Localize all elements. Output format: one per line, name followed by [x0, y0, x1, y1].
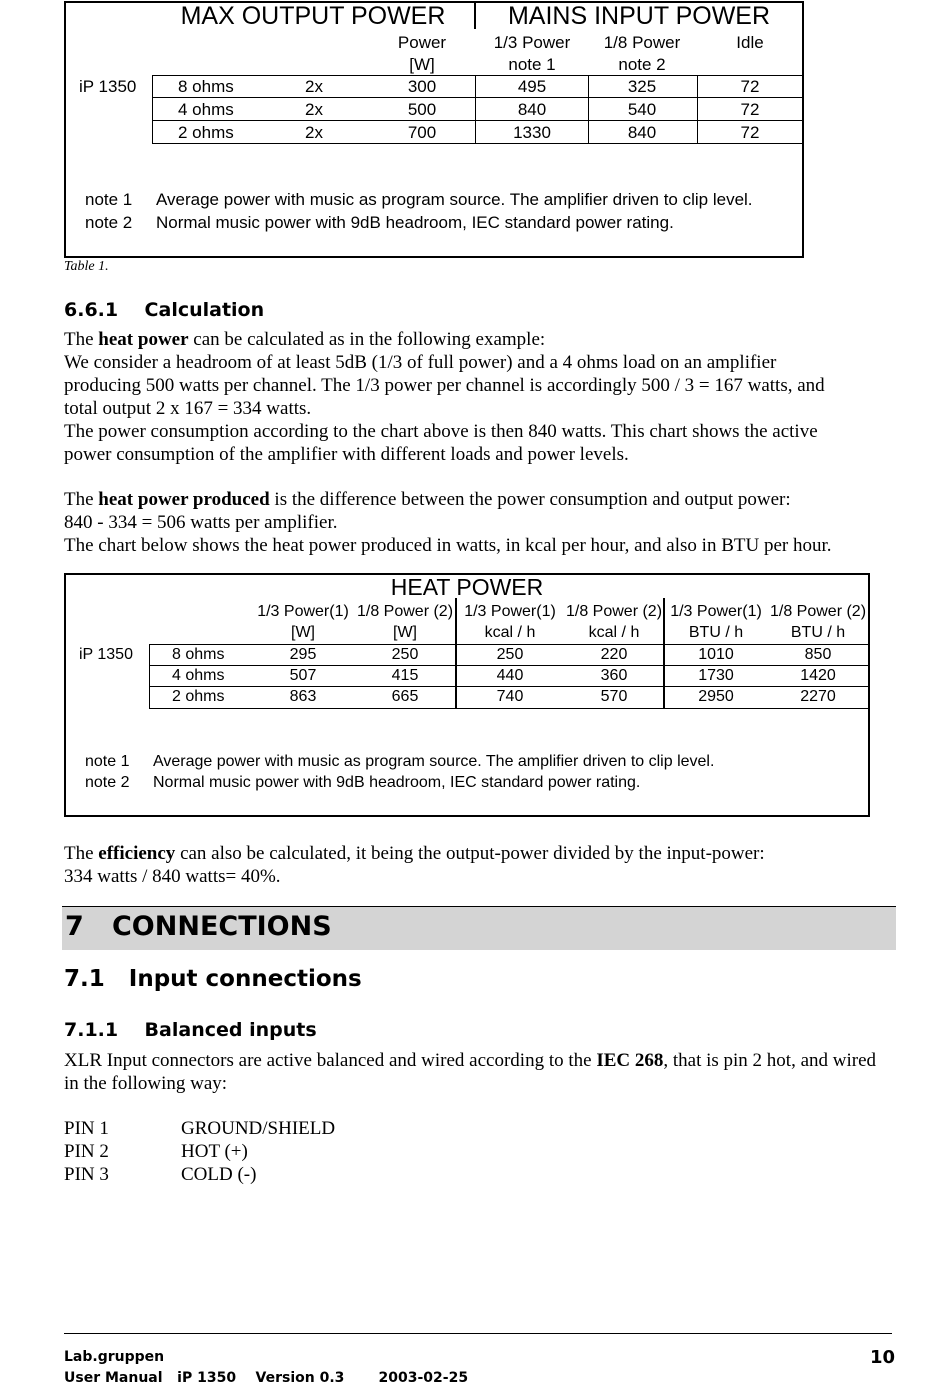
table1-note1-text: Average power with music as program source. The amplifier driven to clip level. [156, 190, 753, 209]
table2-col-header: 1/8 Power (2) [565, 603, 663, 620]
section-heading-connections: 7 CONNECTIONS [65, 911, 332, 942]
pin-label: PIN 1 [64, 1118, 109, 1139]
row-eighth: 840 [627, 123, 657, 142]
table1-col-eighth-note: note 2 [618, 55, 666, 74]
footer-company: Lab.gruppen [64, 1349, 165, 1365]
table2-col-header: 1/3 Power(1) [257, 603, 349, 620]
pin-label: PIN 2 [64, 1141, 109, 1162]
pin-description: GROUND/SHIELD [181, 1118, 336, 1139]
row-eighth: 540 [627, 100, 657, 119]
row-value: 360 [600, 667, 628, 684]
table2-note1-text: Average power with music as program source. The amplifier driven to clip level. [153, 753, 715, 770]
row-value: 570 [600, 688, 628, 705]
section-heading-calculation: 6.6.1 Calculation [64, 299, 265, 321]
paragraph-line: total output 2 x 167 = 334 watts. [64, 398, 312, 419]
row-third: 1330 [513, 123, 551, 142]
row-value: 850 [804, 646, 832, 663]
paragraph-line: 840 - 334 = 506 watts per amplifier. [64, 512, 338, 533]
table1-col-third: 1/3 Power [493, 33, 571, 52]
row-value: 665 [391, 688, 419, 705]
row-third: 495 [517, 77, 547, 96]
table1-header-right: MAINS INPUT POWER [507, 2, 771, 30]
row-idle: 72 [740, 100, 760, 119]
table2-col-unit: BTU / h [688, 624, 744, 641]
row-idle: 72 [740, 123, 760, 142]
table2-col-unit: kcal / h [588, 624, 640, 641]
row-eighth: 325 [627, 77, 657, 96]
footer-manual-info: User Manual iP 1350 Version 0.3 2003-02-25 [64, 1370, 469, 1386]
paragraph: XLR Input connectors are active balanced and wired according to the IEC 268, that is pin 2 hot, and wired [64, 1050, 877, 1071]
row-value: 1730 [698, 667, 734, 684]
row-idle: 72 [740, 77, 760, 96]
table1-caption: Table 1. [64, 259, 109, 274]
table1-col-power-unit: [W] [409, 55, 435, 74]
row-value: 1010 [698, 646, 734, 663]
paragraph-line: power consumption of the amplifier with different loads and power levels. [64, 444, 629, 465]
table1-header-divider [474, 3, 476, 29]
row-value: 2950 [698, 688, 734, 705]
paragraph-line: The chart below shows the heat power produced in watts, in kcal per hour, and also in BTU per hour. [64, 535, 832, 556]
row-load: 4 ohms [178, 100, 234, 119]
row-mult: 2x [305, 123, 323, 142]
pin-description: HOT (+) [181, 1141, 248, 1162]
paragraph: The heat power can be calculated as in the following example: [64, 329, 546, 350]
row-third: 840 [517, 100, 547, 119]
table1-col-power: Power [397, 33, 447, 52]
table2-note2-text: Normal music power with 9dB headroom, IEC standard power rating. [153, 774, 641, 791]
footer-rule [64, 1333, 892, 1334]
row-value: 250 [391, 646, 419, 663]
row-value: 295 [289, 646, 317, 663]
table1-col-idle: Idle [736, 33, 764, 52]
paragraph: The efficiency can also be calculated, it being the output-power divided by the input-power: [64, 843, 765, 864]
row-load: 4 ohms [172, 667, 225, 684]
paragraph-line: 334 watts / 840 watts= 40%. [64, 866, 281, 887]
row-value: 220 [600, 646, 628, 663]
table2-note1-label: note 1 [85, 753, 130, 770]
page-number: 10 [870, 1347, 896, 1368]
subsection-heading-balanced-inputs: 7.1.1 Balanced inputs [64, 1019, 317, 1041]
row-value: 507 [289, 667, 317, 684]
table2-col-unit: BTU / h [790, 624, 846, 641]
paragraph-line: The power consumption according to the chart above is then 840 watts. This chart shows the active [64, 421, 818, 442]
row-load: 2 ohms [172, 688, 225, 705]
row-load: 8 ohms [178, 77, 234, 96]
row-power: 500 [407, 100, 437, 119]
row-value: 440 [496, 667, 524, 684]
row-value: 1420 [800, 667, 836, 684]
row-value: 415 [391, 667, 419, 684]
table2-col-header: 1/3 Power(1) [464, 603, 556, 620]
row-value: 863 [289, 688, 317, 705]
table1-col-third-note: note 1 [508, 55, 556, 74]
table2-model: iP 1350 [79, 646, 133, 663]
table2-col-header: 1/3 Power(1) [670, 603, 762, 620]
table2-title: HEAT POWER [390, 574, 544, 600]
table1-note1-label: note 1 [85, 190, 133, 209]
table2-col-unit: [W] [393, 624, 417, 641]
row-power: 300 [407, 77, 437, 96]
paragraph-line: in the following way: [64, 1073, 228, 1094]
table1-col-eighth: 1/8 Power [603, 33, 681, 52]
table2-col-header: 1/8 Power (2) [769, 603, 867, 620]
row-power: 700 [407, 123, 437, 142]
pin-description: COLD (-) [181, 1164, 257, 1185]
row-value: 250 [496, 646, 524, 663]
row-value: 740 [496, 688, 524, 705]
pin-label: PIN 3 [64, 1164, 109, 1185]
table2-note2-label: note 2 [85, 774, 130, 791]
table2-col-unit: [W] [291, 624, 315, 641]
paragraph-line: We consider a headroom of at least 5dB (1/3 of full power) and a 4 ohms load on an amplifier [64, 352, 777, 373]
row-mult: 2x [305, 77, 323, 96]
table1-note2-text: Normal music power with 9dB headroom, IEC standard power rating. [156, 213, 674, 232]
row-load: 8 ohms [172, 646, 225, 663]
row-value: 2270 [800, 688, 836, 705]
subsection-heading-input-connections: 7.1 Input connections [64, 966, 362, 992]
table1-note2-label: note 2 [85, 213, 133, 232]
table2-col-header: 1/8 Power (2) [356, 603, 454, 620]
table1-header-left: MAX OUTPUT POWER [180, 2, 446, 30]
paragraph: The heat power produced is the difference between the power consumption and output power: [64, 489, 791, 510]
row-mult: 2x [305, 100, 323, 119]
paragraph-line: producing 500 watts per channel. The 1/3 power per channel is accordingly 500 / 3 = 167 watts, and [64, 375, 825, 396]
table1-model: iP 1350 [79, 77, 137, 96]
row-load: 2 ohms [178, 123, 234, 142]
table2-col-unit: kcal / h [484, 624, 536, 641]
section-heading-bar [62, 906, 896, 950]
